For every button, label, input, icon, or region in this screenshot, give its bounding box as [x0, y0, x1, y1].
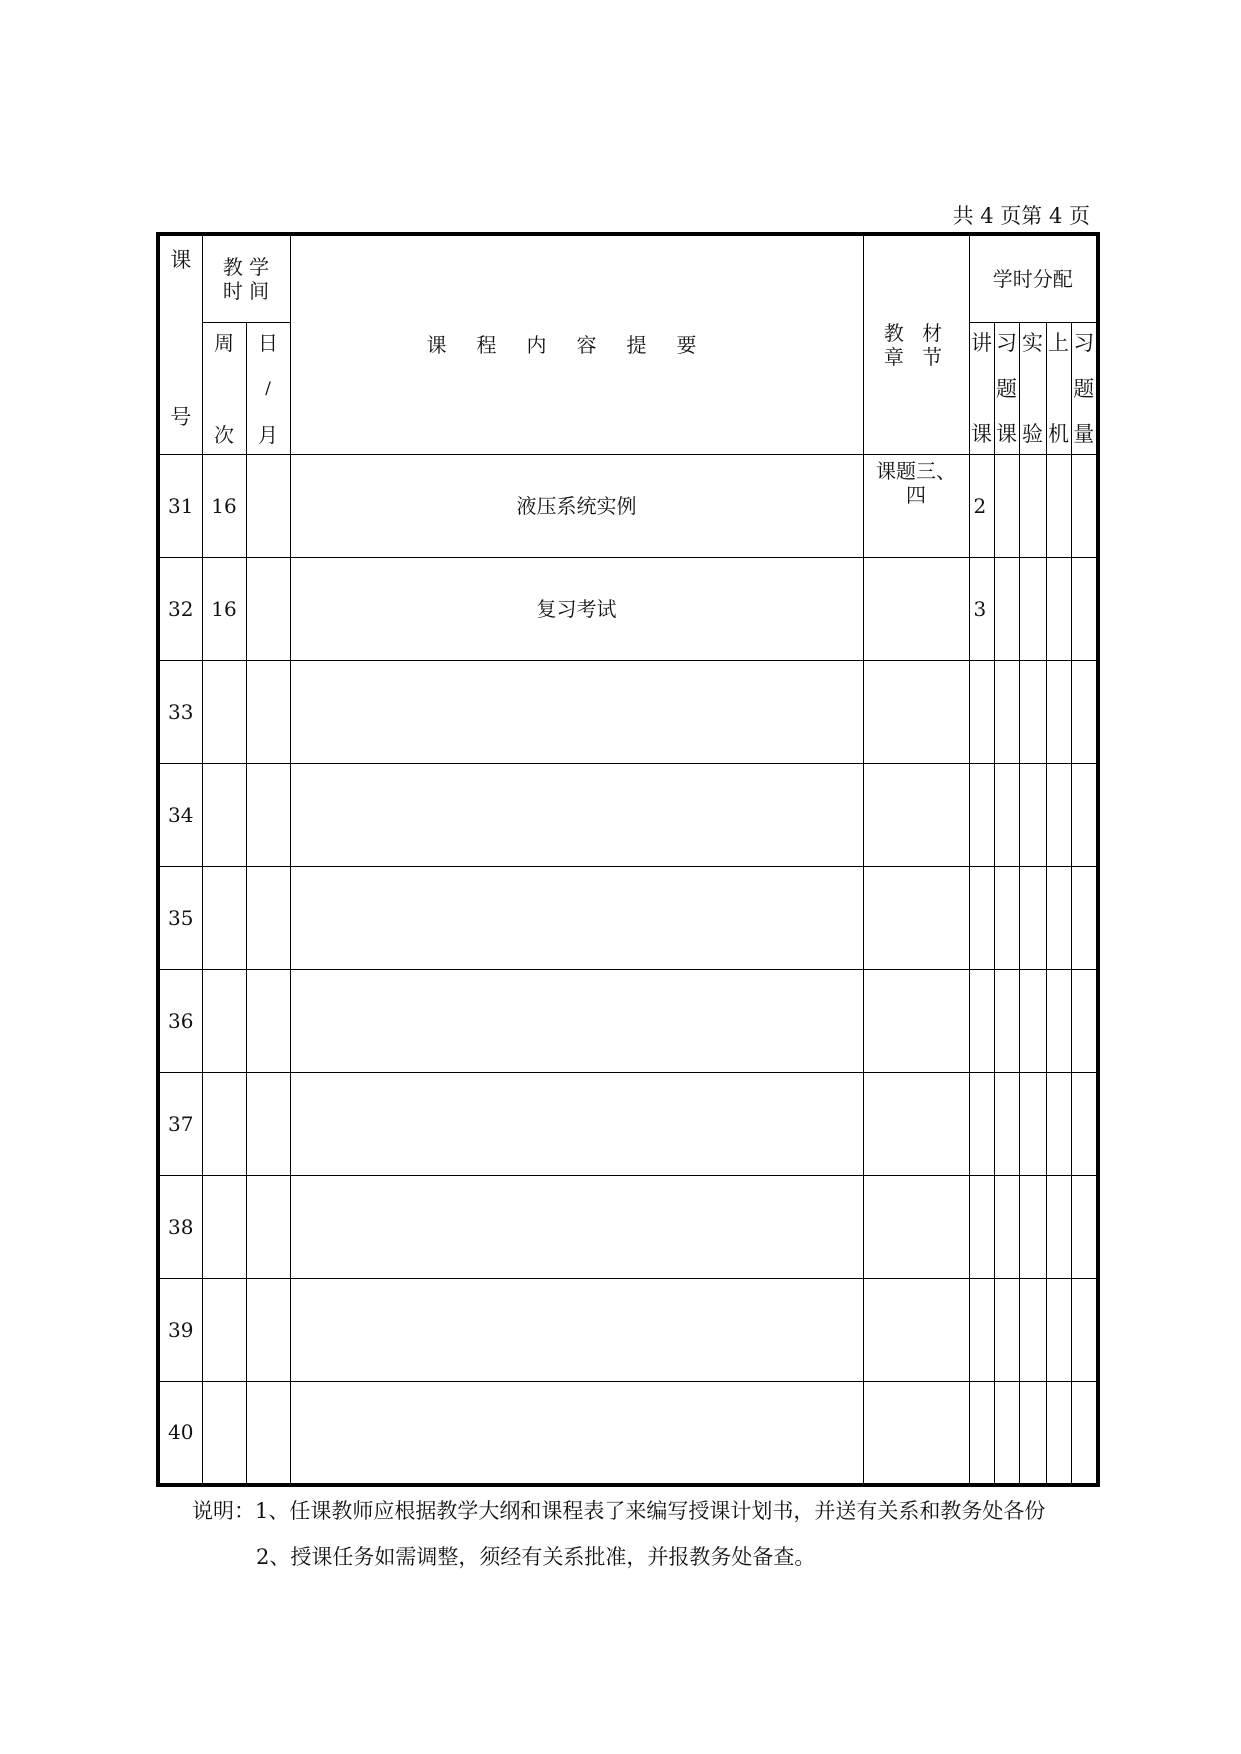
table-row — [158, 970, 1098, 1073]
computer-cell — [1046, 970, 1071, 1073]
lesson-no-cell: 36 — [158, 970, 202, 1073]
lesson-no-cell: 39 — [158, 1279, 202, 1382]
table-row — [158, 764, 1098, 867]
lesson-no-cell: 31 — [158, 455, 202, 558]
note-line-1: 说明：1、任课教师应根据教学大纲和课程表了来编写授课计划书，并送有关系和教务处各份 — [192, 1499, 1046, 1523]
header-time-line1: 教 学 — [222, 255, 270, 280]
header-date-top: 日 — [258, 331, 278, 356]
exercise-class-cell — [994, 455, 1019, 558]
header-date — [246, 323, 290, 455]
header-date-mid: / — [265, 378, 271, 399]
table-row — [158, 1073, 1098, 1176]
experiment-cell — [1019, 558, 1046, 661]
week-cell — [202, 970, 246, 1073]
lesson-no-cell: 32 — [158, 558, 202, 661]
header-exercise-class — [994, 323, 1019, 455]
header-lecture-top: 讲 — [971, 331, 993, 356]
computer-cell — [1046, 558, 1071, 661]
content-cell: 复习考试 — [290, 558, 863, 661]
exercise-class-cell — [994, 970, 1019, 1073]
experiment-cell — [1019, 1073, 1046, 1176]
header-textbook-line1: 教 材 — [883, 321, 949, 345]
week-cell — [202, 764, 246, 867]
lecture-hours-cell — [969, 661, 994, 764]
header-week-bottom: 次 — [214, 423, 234, 448]
week-cell — [202, 1382, 246, 1485]
computer-cell — [1046, 661, 1071, 764]
header-exercise-amount-2: 题 — [1073, 376, 1095, 401]
chapter-cell — [863, 867, 969, 970]
header-date-bottom: 月 — [258, 423, 278, 448]
lecture-hours-cell — [969, 867, 994, 970]
computer-cell — [1046, 1382, 1071, 1485]
date-cell — [246, 455, 290, 558]
chapter-cell — [863, 1382, 969, 1485]
header-experiment-top: 实 — [1022, 331, 1044, 356]
week-cell: 16 — [202, 558, 246, 661]
lecture-hours-cell — [969, 1382, 994, 1485]
date-cell — [246, 970, 290, 1073]
date-cell — [246, 1382, 290, 1485]
lesson-no-cell: 35 — [158, 867, 202, 970]
week-cell — [202, 1279, 246, 1382]
header-exercise-amount-3: 量 — [1073, 421, 1095, 446]
header-week-top: 周 — [214, 331, 234, 356]
lecture-hours-cell — [969, 970, 994, 1073]
lecture-hours-cell — [969, 764, 994, 867]
experiment-cell — [1019, 970, 1046, 1073]
table-row — [158, 455, 1098, 558]
week-cell — [202, 867, 246, 970]
lecture-hours-cell: 3 — [969, 558, 994, 661]
experiment-cell — [1019, 1176, 1046, 1279]
computer-cell — [1046, 1176, 1071, 1279]
header-computer-bottom: 机 — [1048, 421, 1070, 446]
experiment-cell — [1019, 455, 1046, 558]
table-row — [158, 1279, 1098, 1382]
lecture-hours-cell — [969, 1279, 994, 1382]
content-cell — [290, 661, 863, 764]
experiment-cell — [1019, 661, 1046, 764]
exercise-class-cell — [994, 1073, 1019, 1176]
computer-cell — [1046, 867, 1071, 970]
content-cell — [290, 867, 863, 970]
lesson-no-cell: 37 — [158, 1073, 202, 1176]
chapter-cell — [863, 661, 969, 764]
chapter-cell — [863, 455, 969, 558]
content-cell — [290, 970, 863, 1073]
header-row-1 — [158, 234, 1098, 323]
content-cell — [290, 1073, 863, 1176]
exercise-amount-cell — [1071, 1382, 1098, 1485]
experiment-cell — [1019, 1382, 1046, 1485]
header-time-line2: 时 间 — [222, 279, 270, 304]
notes — [192, 1488, 1045, 1580]
header-textbook-line2: 章 节 — [883, 345, 949, 369]
chapter-line2: 四 — [906, 483, 927, 507]
lecture-hours-cell — [969, 1073, 994, 1176]
header-content-title: 课程内容提要 — [290, 234, 863, 455]
table-row — [158, 661, 1098, 764]
exercise-class-cell — [994, 764, 1019, 867]
chapter-cell — [863, 1176, 969, 1279]
lecture-hours-cell — [969, 1176, 994, 1279]
week-cell — [202, 1073, 246, 1176]
lesson-no-cell: 33 — [158, 661, 202, 764]
header-computer-top: 上 — [1048, 331, 1070, 356]
computer-cell — [1046, 455, 1071, 558]
exercise-amount-cell — [1071, 661, 1098, 764]
header-exercise-class-2: 题 — [996, 376, 1018, 401]
header-week — [202, 323, 246, 455]
date-cell — [246, 867, 290, 970]
exercise-class-cell — [994, 558, 1019, 661]
exercise-amount-cell — [1071, 1176, 1098, 1279]
note-line-2: 2、授课任务如需调整，须经有关系批准，并报教务处备查。 — [256, 1545, 816, 1569]
header-experiment-bottom: 验 — [1022, 421, 1044, 446]
exercise-amount-cell — [1071, 970, 1098, 1073]
week-cell — [202, 661, 246, 764]
experiment-cell — [1019, 867, 1046, 970]
header-lesson-no — [158, 234, 202, 455]
table-row — [158, 1382, 1098, 1485]
chapter-line1: 课题三、 — [876, 459, 957, 483]
header-exercise-class-3: 课 — [996, 421, 1018, 446]
lecture-hours-cell: 2 — [969, 455, 994, 558]
computer-cell — [1046, 1073, 1071, 1176]
content-cell — [290, 764, 863, 867]
exercise-class-cell — [994, 1176, 1019, 1279]
content-cell — [290, 1279, 863, 1382]
date-cell — [246, 1176, 290, 1279]
header-exercise-amount-1: 习 — [1073, 331, 1095, 356]
header-lesson-no-top: 课 — [170, 248, 192, 272]
date-cell — [246, 558, 290, 661]
table-row — [158, 867, 1098, 970]
chapter-cell — [863, 558, 969, 661]
experiment-cell — [1019, 764, 1046, 867]
header-lesson-no-bottom: 号 — [170, 404, 192, 429]
table-row — [158, 558, 1098, 661]
lesson-no-cell: 40 — [158, 1382, 202, 1485]
lesson-no-cell: 34 — [158, 764, 202, 867]
chapter-cell — [863, 764, 969, 867]
content-cell — [290, 1382, 863, 1485]
date-cell — [246, 1073, 290, 1176]
exercise-amount-cell — [1071, 1073, 1098, 1176]
chapter-cell — [863, 970, 969, 1073]
header-hours-allocation: 学时分配 — [969, 234, 1098, 323]
content-cell: 液压系统实例 — [290, 455, 863, 558]
date-cell — [246, 1279, 290, 1382]
week-cell: 16 — [202, 455, 246, 558]
header-exercise-class-1: 习 — [996, 331, 1018, 356]
exercise-amount-cell — [1071, 867, 1098, 970]
header-teaching-time — [202, 234, 290, 323]
teaching-plan-table — [156, 232, 1100, 1487]
header-experiment — [1019, 323, 1046, 455]
week-cell — [202, 1176, 246, 1279]
exercise-amount-cell — [1071, 764, 1098, 867]
exercise-amount-cell — [1071, 1279, 1098, 1382]
header-lecture — [969, 323, 994, 455]
header-computer — [1046, 323, 1071, 455]
exercise-class-cell — [994, 661, 1019, 764]
experiment-cell — [1019, 1279, 1046, 1382]
header-textbook-chapter — [863, 234, 969, 455]
exercise-amount-cell — [1071, 558, 1098, 661]
exercise-class-cell — [994, 867, 1019, 970]
header-lecture-bottom: 课 — [971, 421, 993, 446]
table-row — [158, 1176, 1098, 1279]
exercise-class-cell — [994, 1279, 1019, 1382]
chapter-cell — [863, 1073, 969, 1176]
page-number: 共 4 页第 4 页 — [952, 204, 1090, 228]
content-cell — [290, 1176, 863, 1279]
computer-cell — [1046, 764, 1071, 867]
exercise-class-cell — [994, 1382, 1019, 1485]
computer-cell — [1046, 1279, 1071, 1382]
date-cell — [246, 764, 290, 867]
lesson-no-cell: 38 — [158, 1176, 202, 1279]
date-cell — [246, 661, 290, 764]
chapter-cell — [863, 1279, 969, 1382]
header-exercise-amount — [1071, 323, 1098, 455]
exercise-amount-cell — [1071, 455, 1098, 558]
